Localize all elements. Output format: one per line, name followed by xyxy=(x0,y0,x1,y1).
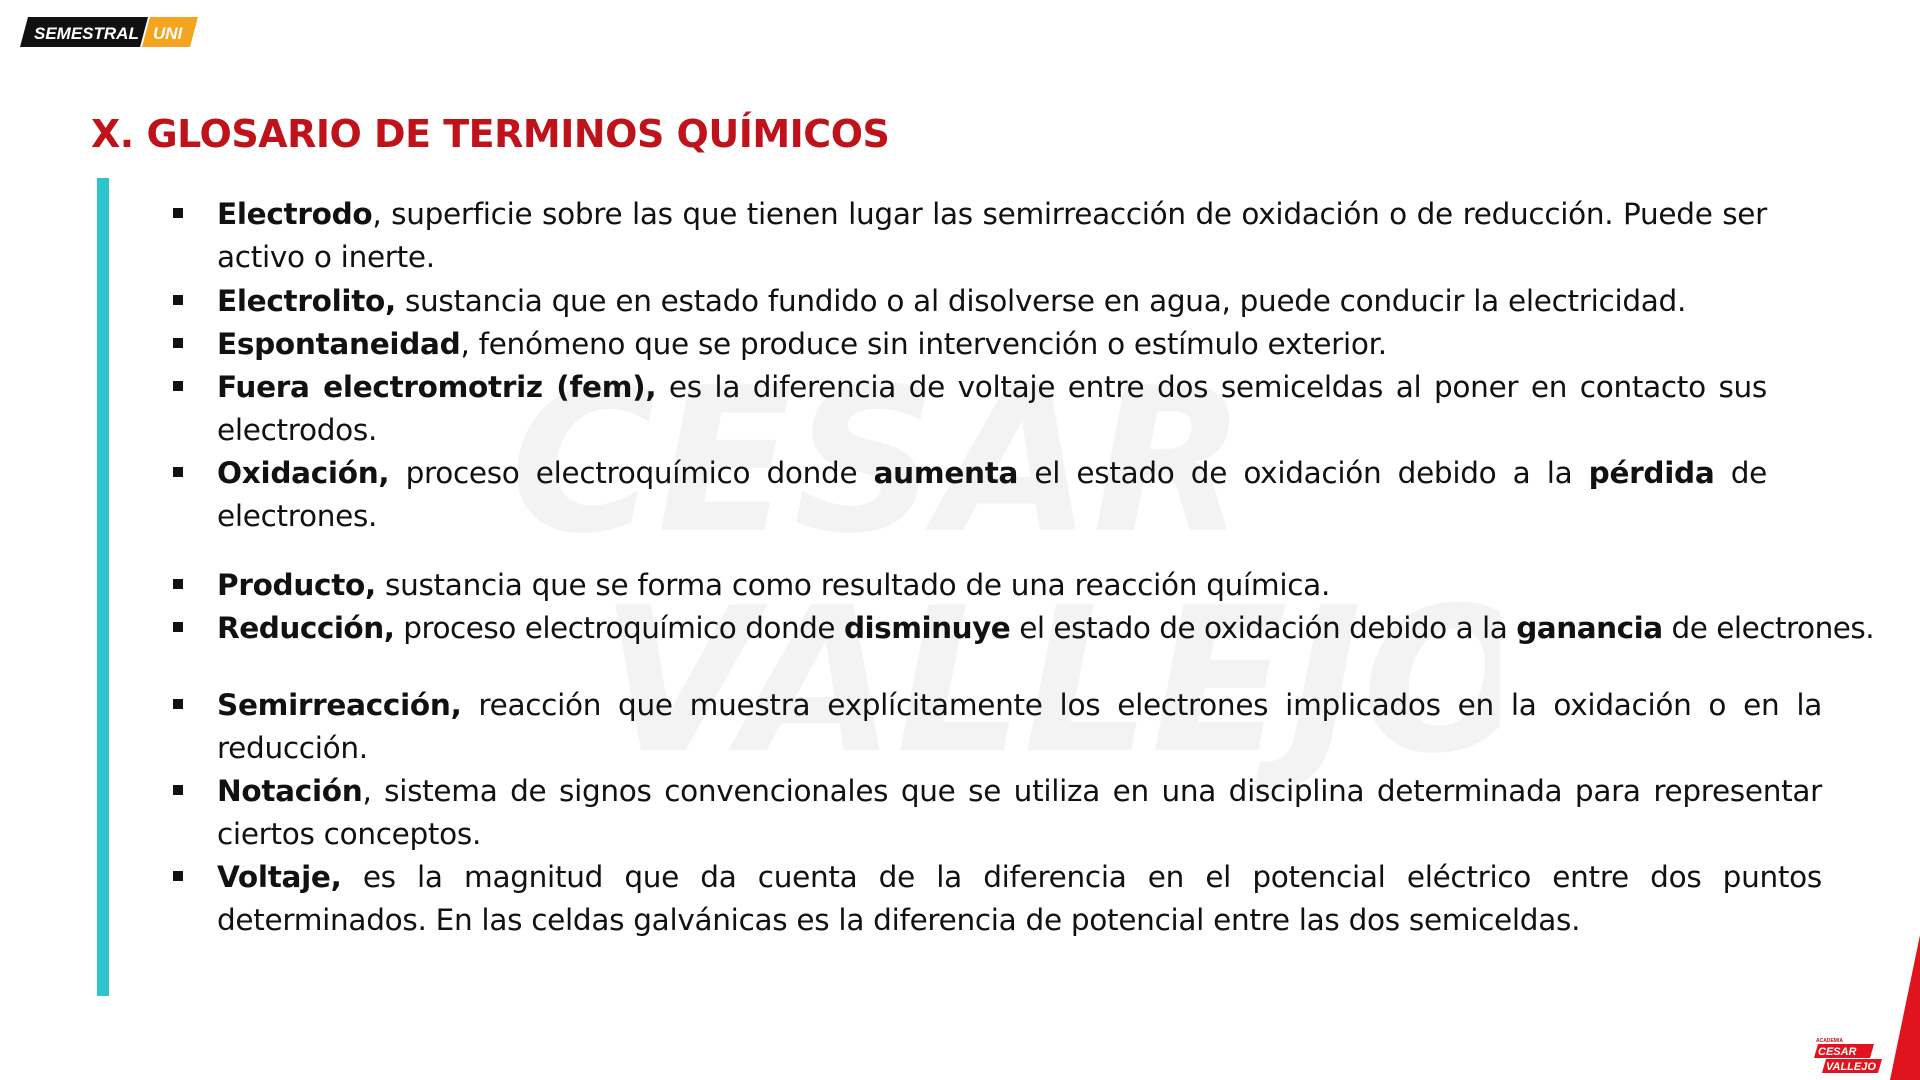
glossary-definition-part: el estado de oxidación debido a la xyxy=(1018,456,1589,490)
glossary-item xyxy=(217,280,1767,323)
page-title: X. GLOSARIO DE TERMINOS QUÍMICOS xyxy=(91,112,890,156)
semestral-uni-logo-graphic xyxy=(20,17,198,47)
corner-logo-line2: VALLEJO xyxy=(1826,1061,1876,1073)
glossary-definition-part: de electrones. xyxy=(1662,611,1875,645)
glossary-definition: , sistema de signos convencionales que se utiliza en una disciplina determinada para representar ciertos conceptos. xyxy=(217,774,1822,851)
glossary-item xyxy=(217,607,1875,650)
glossary-term: Oxidación, xyxy=(217,456,390,490)
logo-semestral-text: SEMESTRAL xyxy=(34,24,139,43)
glossary-definition: sustancia que se forma como resultado de una reacción química. xyxy=(375,568,1331,602)
corner-red-accent xyxy=(1890,935,1920,1080)
glossary-item xyxy=(217,856,1822,942)
glossary-item xyxy=(217,323,1767,366)
glossary-term: Semirreacción, xyxy=(217,688,462,722)
corner-logo-line1: CESAR xyxy=(1818,1046,1857,1058)
glossary-term: Electrodo xyxy=(217,197,373,231)
glossary-term: Electrolito, xyxy=(217,284,396,318)
logo-uni-text: UNI xyxy=(153,24,183,43)
glossary-emphasis: disminuye xyxy=(843,611,1011,645)
glossary-item xyxy=(217,193,1767,279)
glossary-definition: , superficie sobre las que tienen lugar las semirreacción de oxidación o de reducción. Puede ser activo o inerte. xyxy=(217,197,1767,274)
glossary-definition: sustancia que en estado fundido o al disolverse en agua, puede conducir la electricidad. xyxy=(395,284,1687,318)
glossary-item xyxy=(217,770,1822,856)
glossary-definition-part: proceso electroquímico donde xyxy=(394,611,844,645)
glossary-term: Fuera electromotriz (fem), xyxy=(217,370,657,404)
semestral-uni-logo xyxy=(20,17,198,47)
glossary-item xyxy=(217,366,1767,452)
corner-logo-small-text: ACADEMIA xyxy=(1816,1038,1843,1044)
glossary-definition-part: el estado de oxidación debido a la xyxy=(1010,611,1517,645)
glossary-definition: es la diferencia de voltaje entre dos semiceldas al poner en contacto sus electrodos. xyxy=(217,370,1767,447)
glossary-definition: es la magnitud que da cuenta de la diferencia en el potencial eléctrico entre dos puntos determinados. En las celdas galvánicas es la diferencia de potencial entre las dos semiceldas. xyxy=(217,860,1822,937)
glossary-term: Producto, xyxy=(217,568,376,602)
glossary-emphasis: pérdida xyxy=(1588,456,1715,490)
glossary-term: Notación xyxy=(217,774,363,808)
glossary-emphasis: ganancia xyxy=(1516,611,1663,645)
glossary-term: Reducción, xyxy=(217,611,395,645)
glossary-item xyxy=(217,564,1817,607)
cesar-vallejo-logo xyxy=(1812,1036,1892,1074)
accent-bar xyxy=(97,178,109,996)
glossary-emphasis: aumenta xyxy=(873,456,1019,490)
glossary-item xyxy=(217,684,1822,770)
glossary-definition-part: proceso electroquímico donde xyxy=(389,456,874,490)
glossary-term: Voltaje, xyxy=(217,860,342,894)
glossary-item xyxy=(217,452,1767,538)
glossary-definition-part: de electrones. xyxy=(217,456,1767,533)
glossary-definition: reacción que muestra explícitamente los electrones implicados en la oxidación o en la reducción. xyxy=(217,688,1822,765)
glossary-term: Espontaneidad xyxy=(217,327,461,361)
glossary-definition: , fenómeno que se produce sin intervención o estímulo exterior. xyxy=(460,327,1387,361)
